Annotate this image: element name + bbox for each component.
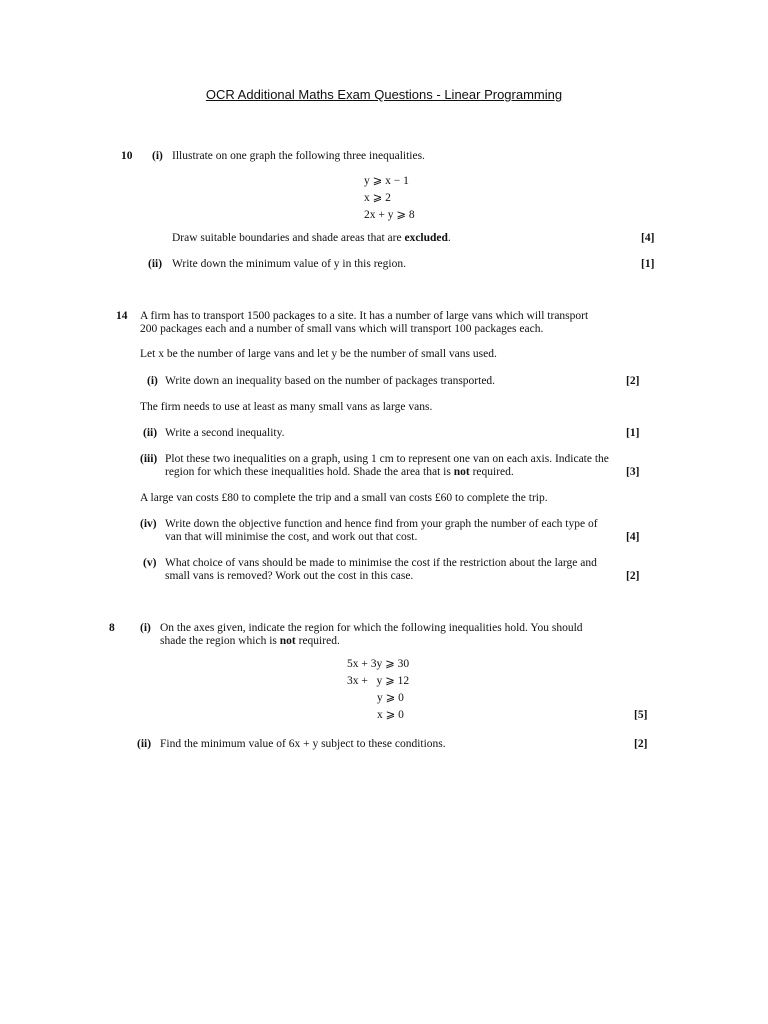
question-number: 10 bbox=[121, 150, 133, 162]
part-label: (iv) bbox=[140, 518, 157, 530]
instruction-bold: excluded bbox=[404, 232, 448, 244]
part-label: (ii) bbox=[137, 738, 152, 750]
marks: [1] bbox=[626, 427, 640, 439]
page-title: OCR Additional Maths Exam Questions - Linear Programming bbox=[205, 87, 563, 102]
instruction-pre: Draw suitable boundaries and shade areas that are bbox=[172, 232, 405, 244]
instruction-text bbox=[172, 232, 451, 244]
part-label: (ii) bbox=[148, 258, 163, 270]
part-text: Write down the objective function and hence find from your graph the number of each type of bbox=[165, 518, 598, 530]
part-label: (i) bbox=[147, 375, 158, 387]
question-number: 8 bbox=[109, 622, 115, 634]
part-text: Find the minimum value of 6x + y subject to these conditions. bbox=[160, 738, 446, 750]
part-text: small vans is removed? Work out the cost in this case. bbox=[165, 570, 414, 582]
marks: [3] bbox=[626, 466, 640, 478]
cost-text: A large van costs £80 to complete the trip and a small van costs £60 to complete the trip. bbox=[140, 492, 548, 504]
part-text: Write down the minimum value of y in this region. bbox=[172, 258, 406, 270]
inequality: 5x + 3y ⩾ 30 bbox=[347, 658, 410, 670]
part-text: Write a second inequality. bbox=[165, 427, 285, 439]
part-text-pre: region for which these inequalities hold. Shade the area that is bbox=[165, 466, 454, 478]
inequality: y ⩾ x − 1 bbox=[364, 175, 409, 187]
part-text-post: required. bbox=[469, 466, 514, 478]
marks: [2] bbox=[626, 570, 640, 582]
part-text: van that will minimise the cost, and work out that cost. bbox=[165, 531, 418, 543]
inequality: x ⩾ 2 bbox=[364, 192, 391, 204]
intro-line: 200 packages each and a number of small vans which will transport 100 packages each. bbox=[140, 323, 544, 335]
marks: [2] bbox=[626, 375, 640, 387]
part-text: Illustrate on one graph the following three inequalities. bbox=[172, 150, 425, 162]
part-text: What choice of vans should be made to minimise the cost if the restriction about the large and bbox=[165, 557, 597, 569]
intro-line: A firm has to transport 1500 packages to a site. It has a number of large vans which will transport bbox=[140, 310, 589, 322]
part-label: (iii) bbox=[140, 453, 158, 465]
let-text: Let x be the number of large vans and let y be the number of small vans used. bbox=[140, 348, 497, 360]
part-label: (ii) bbox=[143, 427, 158, 439]
marks: [2] bbox=[634, 738, 648, 750]
marks: [4] bbox=[641, 232, 655, 244]
inequality: 3x + y ⩾ 12 bbox=[347, 675, 410, 687]
instruction-post: . bbox=[447, 232, 451, 244]
part-text: Write down an inequality based on the number of packages transported. bbox=[165, 375, 496, 387]
part-label: (i) bbox=[140, 622, 151, 634]
marks: [1] bbox=[641, 258, 655, 270]
part-text-bold: not bbox=[279, 635, 296, 647]
part-label: (v) bbox=[143, 557, 157, 569]
part-text: Plot these two inequalities on a graph, using 1 cm to represent one van on each axis. Indicate the bbox=[165, 453, 609, 465]
part-text-pre: shade the region which is bbox=[160, 635, 280, 647]
part-text bbox=[160, 635, 340, 647]
part-text-post: required. bbox=[295, 635, 340, 647]
part-text bbox=[165, 466, 514, 478]
inequality: y ⩾ 0 bbox=[377, 692, 404, 704]
inequality: x ⩾ 0 bbox=[377, 709, 404, 721]
marks: [4] bbox=[626, 531, 640, 543]
question-number: 14 bbox=[116, 310, 128, 322]
part-label: (i) bbox=[152, 150, 163, 162]
part-text-bold: not bbox=[453, 466, 470, 478]
constraint-text: The firm needs to use at least as many small vans as large vans. bbox=[140, 401, 433, 413]
inequality: 2x + y ⩾ 8 bbox=[364, 209, 415, 221]
part-text: On the axes given, indicate the region for which the following inequalities hold. You should bbox=[160, 622, 583, 634]
marks: [5] bbox=[634, 709, 648, 721]
